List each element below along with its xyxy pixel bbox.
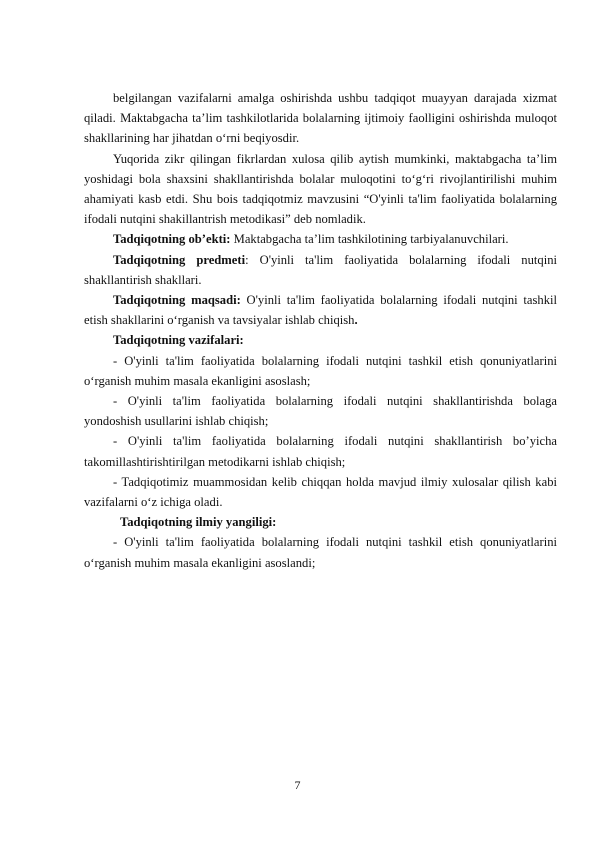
paragraph-intro-continuation: belgilangan vazifalarni amalga oshirishda ushbu tadqiqot muayyan darajada xizmat qiladi. Maktabgacha ta’lim tashkilotlarida bolalarning ijtimoiy faolligini oshirishda muloqot shakllarining har jihatdan o‘rni beqiyosdir. <box>84 91 557 146</box>
research-goal-period: . <box>354 313 358 328</box>
research-object-label: Tadqiqotning ob’ekti: <box>113 232 231 247</box>
document-page <box>84 88 557 573</box>
novelty-heading: Tadqiqotning ilmiy yangiligi: <box>120 515 277 530</box>
page-number: 7 <box>294 778 301 792</box>
paragraph-research-subject <box>84 250 557 290</box>
paragraph-research-goal <box>84 290 557 330</box>
research-subject-label: Tadqiqotning predmeti <box>113 252 246 267</box>
tasks-heading: Tadqiqotning vazifalari: <box>113 333 244 348</box>
research-goal-text: O'yinli ta'lim faoliyatida bolalarning ifodali nutqini tashkil etish shakllarini o‘rganish va tavsiyalar ishlab chiqish <box>84 293 557 328</box>
paragraph-conclusion-topic: Yuqorida zikr qilingan fikrlardan xulosa qilib aytish mumkinki, maktabgacha ta’lim yoshidagi bola shaxsini shakllantirishda bolalar muloqotini to‘g‘ri rivojlantirilishi muhim ahamiyati kasb etdi. Shu bois tadqiqotmiz mavzusini “O'yinli ta'lim faoliyatida bolalarning ifodali nutqini shakillantrish metodikasi” deb nomladik. <box>84 151 557 227</box>
research-subject-text: : O'yinli ta'lim faoliyatida bolalarning ifodali nutqini shakllantirish shakllari. <box>84 252 557 287</box>
task-item-2: - O'yinli ta'lim faoliyatida bolalarning ifodali nutqini shakllantirishda bolaga yondoshish usullarini ishlab chiqish; <box>84 394 557 429</box>
task-item-4: - Tadqiqotimiz muammosidan kelib chiqqan holda mavjud ilmiy xulosalar qilish kabi vazifalarni o‘z ichiga oladi. <box>84 474 557 510</box>
research-goal-label: Tadqiqotning maqsadi: <box>113 293 241 308</box>
research-object-text: Maktabgacha ta’lim tashkilotining tarbiyalanuvchilari. <box>230 232 509 247</box>
task-item-3: - O'yinli ta'lim faoliyatida bolalarning ifodali nutqini shakllantirish bo’yicha takomillashtirishtirilgan metodikarni ishlab chiqish; <box>84 434 557 469</box>
task-item-1: - O'yinli ta'lim faoliyatida bolalarning ifodali nutqini tashkil etish qonuniyatlarini o‘rganish muhim masala ekanligini asoslash; <box>84 353 557 388</box>
paragraph-research-object <box>84 229 557 249</box>
novelty-item-1: - O'yinli ta'lim faoliyatida bolalarning ifodali nutqini tashkil etish qonuniyatlarini o‘rganish muhim masala ekanligini asoslandi; <box>84 535 557 570</box>
